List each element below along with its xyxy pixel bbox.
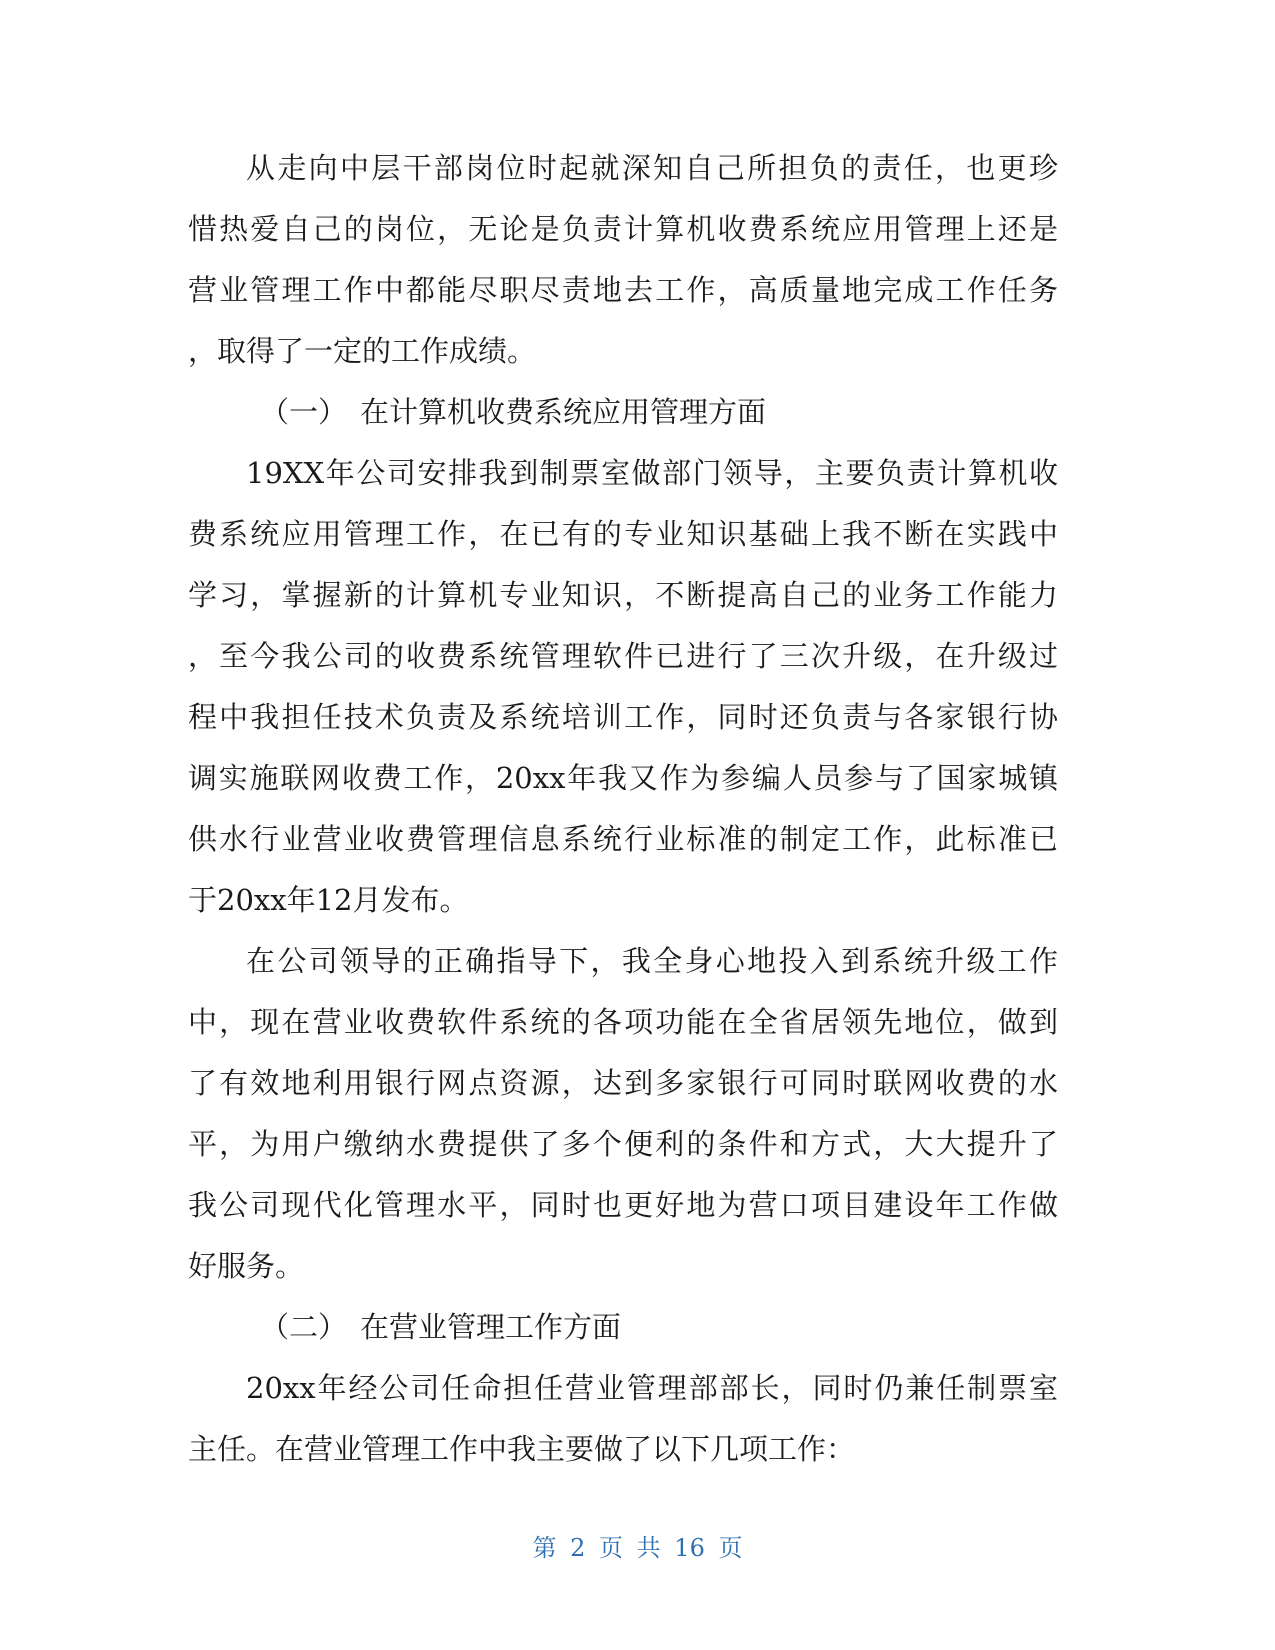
text-line: 程中我担任技术负责及系统培训工作，同时还负责与各家银行协 xyxy=(188,700,1058,734)
text-line: ，至今我公司的收费系统管理软件已进行了三次升级，在升级过 xyxy=(188,639,1058,673)
document-body xyxy=(188,138,1058,1480)
section-heading xyxy=(188,382,1058,443)
text-line: 从走向中层干部岗位时起就深知自己所担负的责任，也更珍 xyxy=(246,151,1058,185)
section-title: 在计算机收费系统应用管理方面 xyxy=(360,395,767,429)
text-line: 惜热爱自己的岗位，无论是负责计算机收费系统应用管理上还是 xyxy=(188,212,1058,246)
text-line: 营业管理工作中都能尽职尽责地去工作，高质量地完成工作任务 xyxy=(188,273,1058,307)
text-line: 19XX年公司安排我到制票室做部门领导，主要负责计算机收 xyxy=(246,456,1058,490)
text-line: 调实施联网收费工作，20xx年我又作为参编人员参与了国家城镇 xyxy=(188,761,1058,795)
text-line: 于20xx年12月发布。 xyxy=(188,883,469,917)
section-number: （一） xyxy=(260,395,348,429)
page-number-footer: 第 2 页 共 16 页 xyxy=(532,1534,743,1562)
section-number: （二） xyxy=(260,1310,348,1344)
text-line: 20xx年经公司任命担任营业管理部部长，同时仍兼任制票室 xyxy=(246,1371,1058,1405)
text-line: 学习，掌握新的计算机专业知识，不断提高自己的业务工作能力 xyxy=(188,578,1058,612)
text-line: 了有效地利用银行网点资源，达到多家银行可同时联网收费的水 xyxy=(188,1066,1058,1100)
text-line: 我公司现代化管理水平，同时也更好地为营口项目建设年工作做 xyxy=(188,1188,1058,1222)
section-heading xyxy=(188,1297,1058,1358)
text-line: 供水行业营业收费管理信息系统行业标准的制定工作，此标准已 xyxy=(188,822,1058,856)
text-line: 好服务。 xyxy=(188,1249,305,1283)
text-line: 中，现在营业收费软件系统的各项功能在全省居领先地位，做到 xyxy=(188,1005,1058,1039)
text-line: ，取得了一定的工作成绩。 xyxy=(188,334,537,368)
section-title: 在营业管理工作方面 xyxy=(360,1310,622,1344)
text-line: 平，为用户缴纳水费提供了多个便利的条件和方式，大大提升了 xyxy=(188,1127,1058,1161)
text-line: 在公司领导的正确指导下，我全身心地投入到系统升级工作 xyxy=(246,944,1058,978)
text-line: 费系统应用管理工作，在已有的专业知识基础上我不断在实践中 xyxy=(188,517,1058,551)
text-line: 主任。在营业管理工作中我主要做了以下几项工作： xyxy=(188,1432,856,1466)
